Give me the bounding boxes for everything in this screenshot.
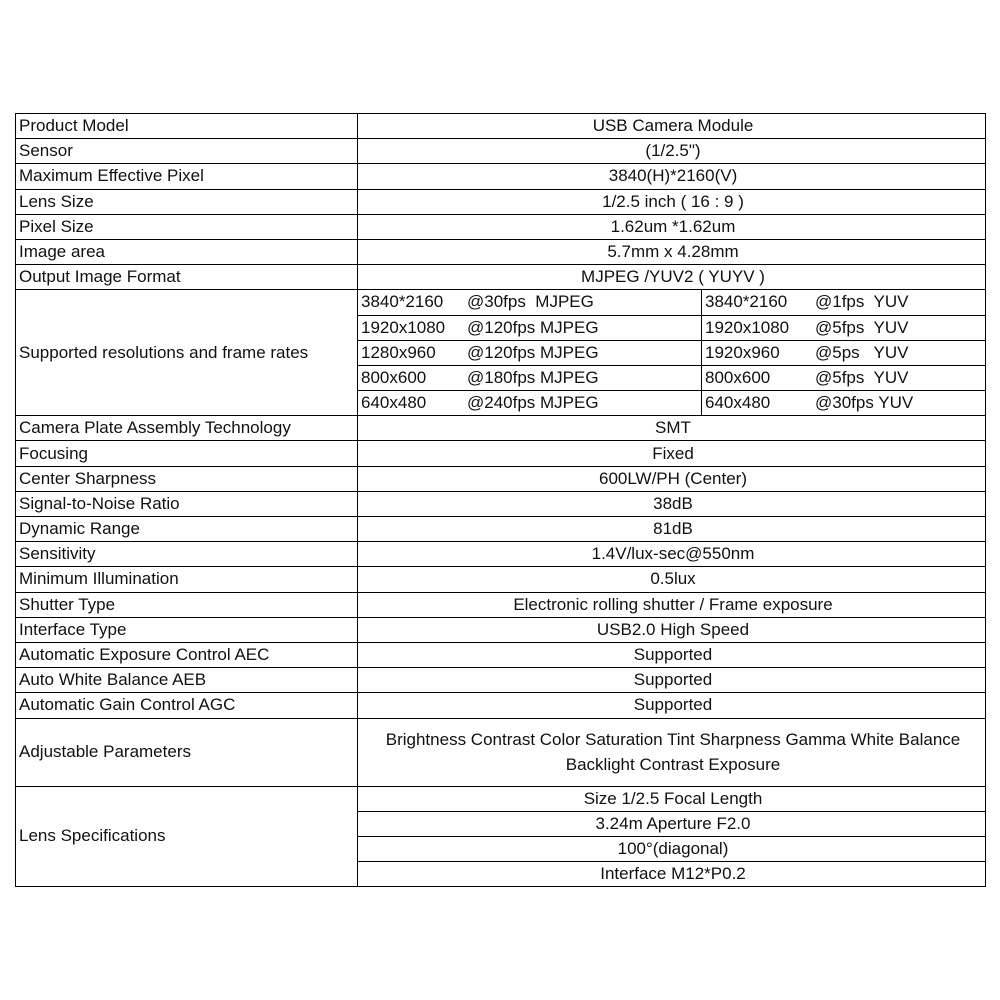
spec-label: Sensitivity <box>16 542 358 567</box>
spec-label: Automatic Exposure Control AEC <box>16 642 358 667</box>
spec-row <box>16 642 986 667</box>
mjpeg-resolution: 800x600 <box>361 367 427 387</box>
spec-value: Electronic rolling shutter / Frame exposure <box>358 592 986 617</box>
lens-spec-value: Size 1/2.5 Focal Length <box>358 786 986 811</box>
spec-row <box>16 416 986 441</box>
mjpeg-mode-cell <box>358 340 702 365</box>
yuv-framerate: @1fps YUV <box>815 292 909 312</box>
mjpeg-framerate: @180fps MJPEG <box>467 367 599 387</box>
yuv-resolution: 3840*2160 <box>705 292 788 312</box>
mjpeg-framerate: @120fps MJPEG <box>467 342 599 362</box>
spec-value: Supported <box>358 693 986 718</box>
mjpeg-resolution: 640x480 <box>361 393 427 413</box>
mjpeg-framerate: @30fps MJPEG <box>467 292 594 312</box>
spec-value: Supported <box>358 668 986 693</box>
spec-label: Lens Size <box>16 189 358 214</box>
spec-row <box>16 491 986 516</box>
spec-row <box>16 592 986 617</box>
spec-value: 0.5lux <box>358 567 986 592</box>
spec-value: 5.7mm x 4.28mm <box>358 239 986 264</box>
spec-value: 1/2.5 inch ( 16 : 9 ) <box>358 189 986 214</box>
spec-value: 3840(H)*2160(V) <box>358 164 986 189</box>
spec-value: USB2.0 High Speed <box>358 617 986 642</box>
mjpeg-mode-cell <box>358 315 702 340</box>
spec-label: Shutter Type <box>16 592 358 617</box>
spec-row <box>16 239 986 264</box>
spec-value: USB Camera Module <box>358 114 986 139</box>
spec-table <box>15 113 986 887</box>
spec-label: Signal-to-Noise Ratio <box>16 491 358 516</box>
lens-spec-value: 3.24m Aperture F2.0 <box>358 811 986 836</box>
spec-row <box>16 693 986 718</box>
spec-row <box>16 441 986 466</box>
mjpeg-mode-cell <box>358 365 702 390</box>
spec-label: Pixel Size <box>16 214 358 239</box>
spec-label: Camera Plate Assembly Technology <box>16 416 358 441</box>
spec-value: 1.4V/lux-sec@550nm <box>358 542 986 567</box>
lens-row <box>16 786 986 811</box>
spec-label: Sensor <box>16 139 358 164</box>
spec-value: 81dB <box>358 517 986 542</box>
spec-row <box>16 567 986 592</box>
spec-value: SMT <box>358 416 986 441</box>
lens-spec-value: Interface M12*P0.2 <box>358 862 986 887</box>
spec-row <box>16 139 986 164</box>
yuv-mode-cell <box>702 340 986 365</box>
spec-row <box>16 718 986 786</box>
spec-label: Interface Type <box>16 617 358 642</box>
mjpeg-mode-cell <box>358 290 702 315</box>
spec-row <box>16 542 986 567</box>
yuv-resolution: 1920x1080 <box>705 317 790 337</box>
spec-label: Center Sharpness <box>16 466 358 491</box>
spec-label: Output Image Format <box>16 265 358 290</box>
spec-row <box>16 466 986 491</box>
spec-row <box>16 189 986 214</box>
mjpeg-resolution: 1920x1080 <box>361 317 446 337</box>
mjpeg-resolution: 1280x960 <box>361 342 436 362</box>
spec-value: 38dB <box>358 491 986 516</box>
yuv-resolution: 800x600 <box>705 367 771 387</box>
mjpeg-framerate: @120fps MJPEG <box>467 317 599 337</box>
spec-label: Automatic Gain Control AGC <box>16 693 358 718</box>
spec-table-body <box>16 114 986 887</box>
spec-value: (1/2.5") <box>358 139 986 164</box>
spec-row <box>16 617 986 642</box>
yuv-framerate: @5fps YUV <box>815 317 909 337</box>
spec-label: Maximum Effective Pixel <box>16 164 358 189</box>
spec-label: Auto White Balance AEB <box>16 668 358 693</box>
mjpeg-framerate: @240fps MJPEG <box>467 393 599 413</box>
lens-spec-value: 100°(diagonal) <box>358 836 986 861</box>
spec-value: Brightness Contrast Color Saturation Tint Sharpness Gamma White Balance Backlight Contrast Exposure <box>358 718 986 786</box>
spec-row <box>16 164 986 189</box>
spec-label: Minimum Illumination <box>16 567 358 592</box>
yuv-mode-cell <box>702 365 986 390</box>
mjpeg-resolution: 3840*2160 <box>361 292 444 312</box>
yuv-framerate: @5ps YUV <box>815 342 909 362</box>
spec-row <box>16 517 986 542</box>
yuv-mode-cell <box>702 391 986 416</box>
spec-row <box>16 668 986 693</box>
yuv-mode-cell <box>702 290 986 315</box>
spec-value: MJPEG /YUV2 ( YUYV ) <box>358 265 986 290</box>
spec-row <box>16 214 986 239</box>
resolution-row <box>16 290 986 315</box>
spec-value: 1.62um *1.62um <box>358 214 986 239</box>
mjpeg-mode-cell <box>358 391 702 416</box>
spec-label: Product Model <box>16 114 358 139</box>
spec-label: Adjustable Parameters <box>16 718 358 786</box>
spec-label: Focusing <box>16 441 358 466</box>
spec-value: 600LW/PH (Center) <box>358 466 986 491</box>
spec-label: Image area <box>16 239 358 264</box>
yuv-framerate: @5fps YUV <box>815 367 909 387</box>
spec-label: Supported resolutions and frame rates <box>16 290 358 416</box>
spec-label: Dynamic Range <box>16 517 358 542</box>
spec-value: Supported <box>358 642 986 667</box>
spec-row <box>16 265 986 290</box>
yuv-framerate: @30fps YUV <box>815 393 914 413</box>
spec-value: Fixed <box>358 441 986 466</box>
yuv-mode-cell <box>702 315 986 340</box>
spec-label: Lens Specifications <box>16 786 358 887</box>
spec-row <box>16 114 986 139</box>
yuv-resolution: 640x480 <box>705 393 771 413</box>
yuv-resolution: 1920x960 <box>705 342 780 362</box>
